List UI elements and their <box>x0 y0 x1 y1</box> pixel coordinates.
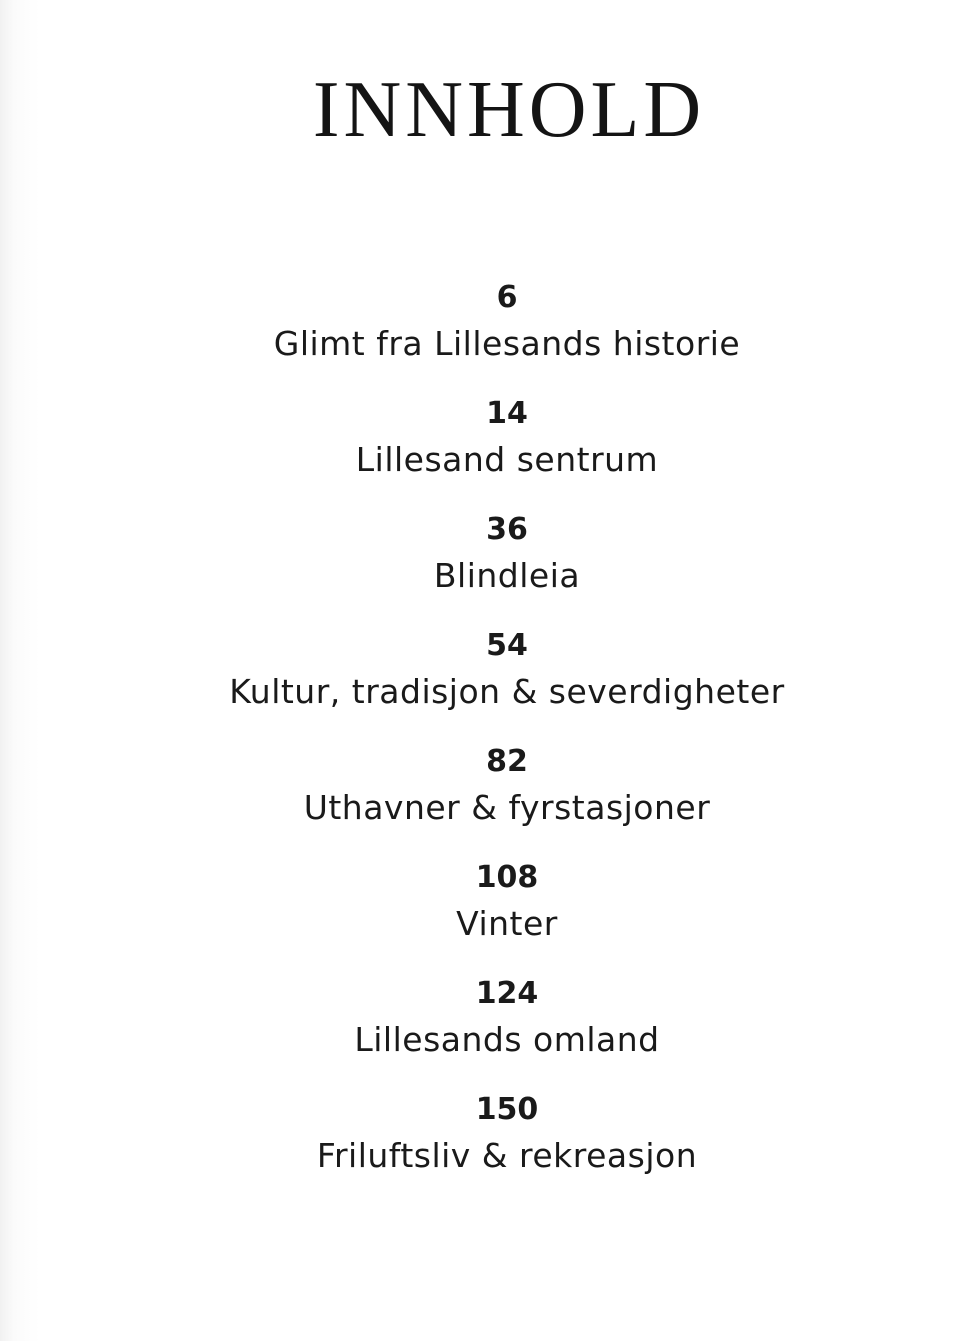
toc-chapter-title: Vinter <box>456 904 558 943</box>
toc-page-number: 124 <box>475 976 539 1011</box>
toc-chapter-title: Friluftsliv & rekreasjon <box>316 1136 698 1175</box>
toc-chapter-title: Lillesand sentrum <box>355 440 659 479</box>
toc-page-number: 108 <box>475 860 539 895</box>
toc-entry <box>54 392 960 508</box>
toc-entry <box>54 740 960 856</box>
toc-page-number: 150 <box>475 1092 539 1127</box>
toc-chapter-title: Kultur, tradisjon & severdigheter <box>229 672 785 711</box>
toc-page-number: 14 <box>486 396 528 431</box>
table-of-contents <box>0 276 960 1204</box>
toc-chapter-title: Blindleia <box>433 556 581 595</box>
toc-chapter-title: Uthavner & fyrstasjoner <box>303 788 711 827</box>
toc-chapter-title: Lillesands omland <box>354 1020 660 1059</box>
toc-entry <box>54 508 960 624</box>
toc-entry <box>54 972 960 1088</box>
toc-entry <box>54 624 960 740</box>
toc-page-number: 54 <box>486 628 528 663</box>
toc-entry <box>54 856 960 972</box>
toc-chapter-title: Glimt fra Lillesands historie <box>273 324 741 363</box>
toc-page-number: 82 <box>486 744 528 779</box>
page-title: INNHOLD <box>312 66 706 154</box>
toc-page-number: 6 <box>496 280 518 315</box>
toc-page-number: 36 <box>486 512 528 547</box>
toc-entry <box>54 276 960 392</box>
toc-entry <box>54 1088 960 1204</box>
